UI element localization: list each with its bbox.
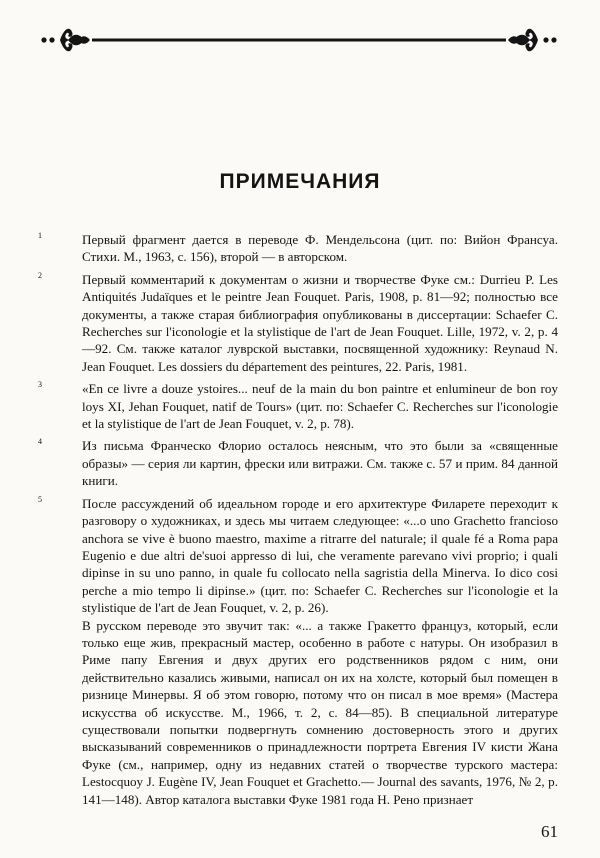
note-text: «En ce livre a douze ystoires... neuf de la main du bon paintre et enlumineur de bon roy loys XI, Jehan Fouquet, natif de Tours» (цит. по: Schaefer C. Recherches sur l'iconologie et la stylistique de l'art de Jean Fouquet, v. 2, p. 78). xyxy=(82,381,558,432)
note-text: Первый фрагмент дается в переводе Ф. Мендельсона (цит. по: Вийон Франсуа. Стихи. М., 1963, с. 156), второй — в авторском. xyxy=(82,232,558,265)
note-number: 2 xyxy=(38,270,42,280)
note-5 xyxy=(38,495,558,808)
page-number: 61 xyxy=(541,822,558,841)
note-3 xyxy=(38,380,558,432)
note-text: Первый комментарий к документам о жизни и творчестве Фуке см.: Durrieu P. Les Antiquités Judaïques et le peintre Jean Fouquet. Paris, 1908, p. 81—92; полностью все документы, а также старая библиография опубликованы в диссертации: Schaefer C. Recherches sur l'iconologie et la stylistique de l'art de Jean Fouquet. Lille, 1972, v. 2, p. 4—92. См. также каталог луврской выставки, посвященной художнику: Reynaud N. Jean Fouquet. Les dossiers du département des peintures, 22. Paris, 1981. xyxy=(82,271,558,374)
note-text-continued: В русском переводе это звучит так: «... а также Гракетто француз, который, если только еще жив, прекрасный мастер, особенно в работе с натуры. Он изобразил в Риме папу Евгения и двух других его родственников рядом с ним, они действительно казались живыми, написал он их на холсте, который был помещен в ризнице Минервы. Я об этом говорю, потому что он писал в мое время» (Мастера искусства об искусстве. М., 1966, т. 2, с. 84—85). В специальной литературе существовали попытки подвергнуть сомнению достоверность этого и других высказываний современников о принадлежности портрета Евгения IV кисти Жана Фуке (см., например, одну из недавних статей о творчестве турского мастера: Lestocquoy J. Eugène IV, Jean Fouquet et Grachetto.— Journal des savants, 1976, № 2, p. 141—148). Автор каталога выставки Фуке 1981 года Н. Рено признает xyxy=(82,617,558,807)
note-number: 4 xyxy=(38,437,42,447)
note-text: После рассуждений об идеальном городе и его архитектуре Филарете переходит к разговору о художниках, и здесь мы читаем следующее: «...о uno Grachetto francioso anchora se vive è buono maestro, maxime a ritrarre del naturale; il quale fé a Roma papa Eugenio e due altri de'suoi appresso di lui, che veramente parevano vivi proprio; i quali dipinse in su uno panno, in quale fu collocato nella sagristia della Minerva. Io dico cosi perche a mio tempo li dipinse.» (цит. по: Schaefer C. Recherches sur l'iconologie et la stylistique de l'art de Jean Fouquet, v. 2, p. 26). xyxy=(82,495,558,616)
note-text: Из письма Франческо Флорио осталось неясным, что это были за «священные образы» — серия ли картин, фрески или витражи. См. также с. 57 и прим. 84 данной книги. xyxy=(82,438,558,489)
notes-list xyxy=(38,231,558,808)
note-2 xyxy=(38,271,558,375)
fleur-de-lis-ornament-icon xyxy=(508,29,557,52)
fleur-de-lis-ornament-icon xyxy=(41,29,90,52)
note-number: 5 xyxy=(38,494,42,504)
note-number: 1 xyxy=(38,231,42,240)
page-title: ПРИМЕЧАНИЯ xyxy=(219,170,381,193)
horizontal-rule xyxy=(92,39,506,42)
note-4 xyxy=(38,437,558,489)
header-ornament-rule xyxy=(40,22,558,58)
note-1 xyxy=(38,231,558,266)
note-number: 3 xyxy=(38,380,42,390)
